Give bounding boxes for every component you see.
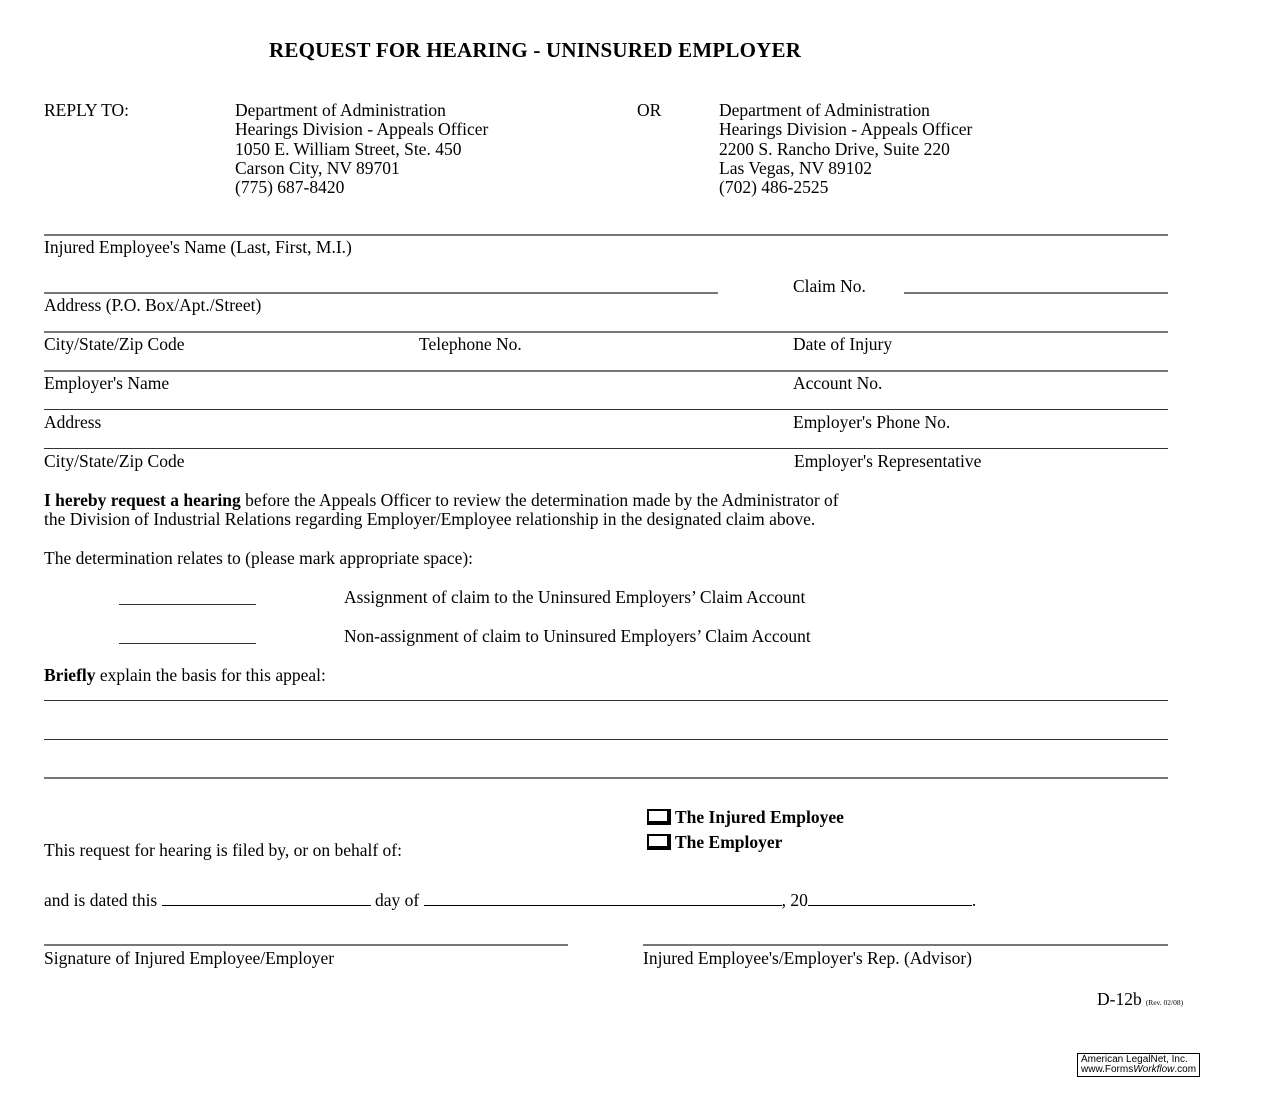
injured-employee-name-field[interactable]	[44, 234, 1168, 236]
publisher-url	[1081, 1065, 1196, 1075]
office-1-line1: Department of Administration	[235, 100, 446, 120]
reply-to-label: REPLY TO:	[44, 100, 129, 120]
assignment-option-label: Assignment of claim to the Uninsured Employers’ Claim Account	[344, 587, 806, 607]
signature-right-label: Injured Employee's/Employer's Rep. (Advisor)	[643, 948, 973, 968]
employer-city-state-zip-label: City/State/Zip Code	[44, 451, 185, 471]
request-rest: before the Appeals Officer to review the determination made by the Administrator of	[240, 490, 839, 510]
office-2-line2: Hearings Division - Appeals Officer	[719, 119, 973, 140]
page-title: REQUEST FOR HEARING - UNINSURED EMPLOYER	[269, 38, 802, 62]
assignment-mark-blank[interactable]	[119, 604, 256, 605]
publisher-url-part3: .com	[1174, 1064, 1197, 1075]
employer-address-field[interactable]	[44, 409, 1168, 410]
appeal-line-2[interactable]	[44, 739, 1168, 740]
dated-prefix: and is dated this	[44, 890, 158, 910]
signature-left-label: Signature of Injured Employee/Employer	[44, 948, 335, 968]
day-blank[interactable]	[162, 891, 371, 906]
claim-no-label: Claim No.	[793, 276, 866, 296]
request-paragraph-line1	[44, 491, 839, 510]
form-id	[1097, 989, 1183, 1010]
date-of-injury-label: Date of Injury	[793, 334, 893, 354]
injured-employee-option-label: The Injured Employee	[675, 807, 844, 827]
claim-no-field[interactable]	[904, 292, 1168, 294]
dated-line	[44, 891, 976, 910]
appeal-rest: explain the basis for this appeal:	[95, 665, 326, 685]
filed-by-label: This request for hearing is filed by, or on behalf of:	[44, 840, 402, 860]
employer-name-label: Employer's Name	[44, 373, 170, 393]
determination-intro: The determination relates to (please mark appropriate space):	[44, 548, 474, 568]
year-blank[interactable]	[808, 891, 972, 906]
office-2-line4: Las Vegas, NV 89102	[719, 157, 872, 178]
office-1-line2: Hearings Division - Appeals Officer	[235, 119, 489, 140]
form-revision: (Rev. 02/08)	[1145, 998, 1184, 1007]
or-label: OR	[637, 100, 662, 120]
request-paragraph-line2: the Division of Industrial Relations regarding Employer/Employee relationship in the designated claim above.	[44, 509, 816, 529]
appeal-line-1[interactable]	[44, 700, 1168, 701]
appeal-explanation-prompt	[44, 666, 326, 685]
publisher-url-part1: www.Forms	[1081, 1064, 1134, 1075]
telephone-label: Telephone No.	[419, 334, 522, 354]
address-label: Address (P.O. Box/Apt./Street)	[44, 295, 262, 315]
office-2-line1: Department of Administration	[719, 100, 930, 120]
office-las-vegas	[719, 101, 972, 197]
appeal-bold-lead: Briefly	[44, 665, 96, 685]
request-bold-lead: I hereby request a hearing	[44, 490, 241, 510]
account-no-label: Account No.	[793, 373, 883, 393]
employer-city-field[interactable]	[44, 448, 1168, 449]
dated-suffix: .	[971, 890, 977, 910]
employer-name-field[interactable]	[44, 370, 1168, 372]
office-2-phone: (702) 486-2525	[719, 177, 829, 198]
city-phone-date-field[interactable]	[44, 331, 1168, 333]
filed-by-injured-employee-option[interactable]	[647, 808, 844, 827]
office-2-line3: 2200 S. Rancho Drive, Suite 220	[719, 138, 950, 159]
office-1-line3: 1050 E. William Street, Ste. 450	[235, 138, 462, 159]
injured-employee-name-label: Injured Employee's Name (Last, First, M.I.)	[44, 237, 352, 257]
employer-representative-label: Employer's Representative	[794, 451, 982, 471]
form-code: D-12b	[1097, 989, 1142, 1009]
publisher-url-part2: Workflow	[1133, 1064, 1175, 1075]
employer-address-label: Address	[44, 412, 102, 432]
non-assignment-option-label: Non-assignment of claim to Uninsured Employers’ Claim Account	[344, 626, 811, 646]
address-field[interactable]	[44, 292, 718, 294]
injured-employee-checkbox[interactable]	[647, 809, 671, 825]
office-1-line4: Carson City, NV 89701	[235, 157, 400, 178]
year-prefix: , 20	[781, 890, 808, 910]
city-state-zip-label: City/State/Zip Code	[44, 334, 185, 354]
day-of-label: day of	[375, 890, 420, 910]
publisher-name: American LegalNet, Inc.	[1081, 1054, 1188, 1065]
employer-phone-label: Employer's Phone No.	[793, 412, 951, 432]
office-1-phone: (775) 687-8420	[235, 177, 345, 198]
non-assignment-mark-blank[interactable]	[119, 643, 256, 644]
employer-checkbox[interactable]	[647, 834, 671, 850]
signature-line-left[interactable]	[44, 944, 568, 946]
publisher-box	[1077, 1053, 1200, 1077]
appeal-line-3[interactable]	[44, 777, 1168, 779]
employer-option-label: The Employer	[675, 832, 783, 852]
filed-by-employer-option[interactable]	[647, 833, 782, 852]
signature-line-right[interactable]	[643, 944, 1168, 946]
office-carson-city	[235, 101, 488, 197]
month-blank[interactable]	[424, 891, 782, 906]
